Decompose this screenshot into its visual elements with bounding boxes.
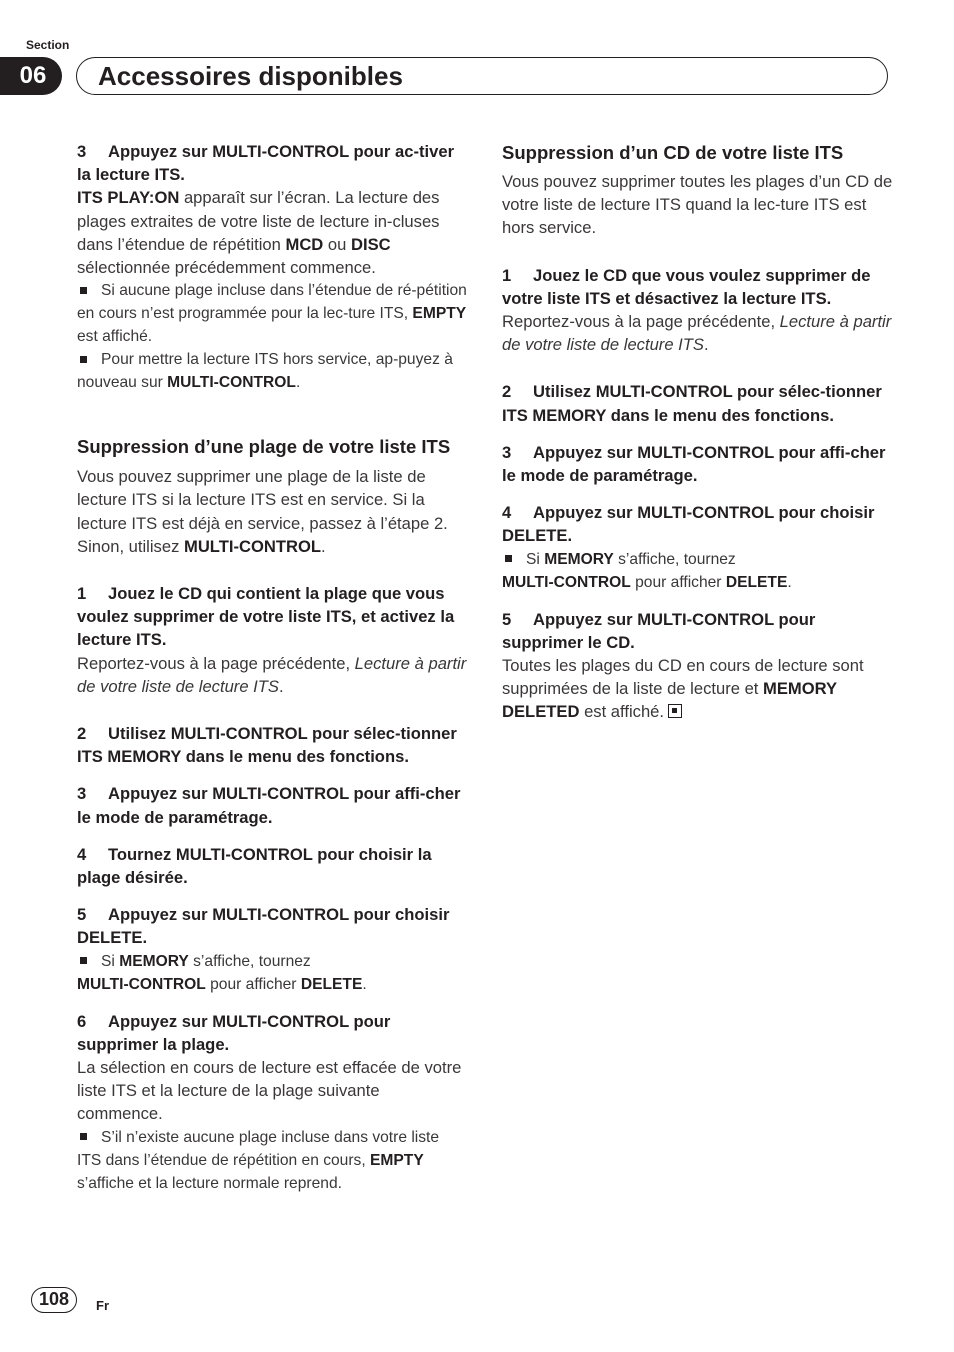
track-step-3: 3 Appuyez sur MULTI-CONTROL pour affi-cher le mode de paramétrage.: [77, 784, 461, 827]
section-number-badge: 06: [0, 57, 62, 95]
cd-step-1-body: Reportez-vous à la page précédente, Lecture à partir de votre liste de lecture ITS.: [502, 312, 892, 355]
bullet-icon: [80, 1133, 87, 1140]
heading-delete-track-body: Vous pouvez supprimer une plage de la liste de lecture ITS si la lecture ITS est en service. Si la lecture ITS est déjà en service, passez à l’étape 2. Sinon, utilisez MULTI-CONTROL.: [77, 467, 448, 556]
track-step-6-body: La sélection en cours de lecture est effacée de votre liste ITS et la lecture de la plage suivante commence.: [77, 1058, 462, 1124]
cd-step-3: 3 Appuyez sur MULTI-CONTROL pour affi-cher le mode de paramétrage.: [502, 442, 886, 486]
step-number: 3: [77, 142, 87, 161]
bullet-icon: [505, 555, 512, 562]
bullet-icon: [80, 287, 87, 294]
heading-delete-track: Suppression d’une plage de votre liste ITS: [77, 436, 451, 458]
cd-step-2: 2 Utilisez MULTI-CONTROL pour sélec-tionner ITS MEMORY dans le menu des fonctions.: [502, 382, 882, 425]
track-step-2: 2 Utilisez MULTI-CONTROL pour sélec-tionner ITS MEMORY dans le menu des fonctions.: [77, 724, 457, 767]
track-step-5: 5 Appuyez sur MULTI-CONTROL pour choisir DELETE.: [77, 905, 450, 948]
track-step-1: 1 Jouez le CD qui contient la plage que vous voulez supprimer de votre liste ITS, et activez la lecture ITS.: [77, 584, 455, 650]
step-3-body: ITS PLAY:ON apparaît sur l’écran. La lecture des plages extraites de votre liste de lecture in-cluses dans l’étendue de répétition MCD ou DISC sélectionnée précédemment commence.: [77, 188, 440, 278]
track-step-6: 6 Appuyez sur MULTI-CONTROL pour supprimer la plage.: [77, 1011, 391, 1054]
step-text: Appuyez sur MULTI-CONTROL pour ac-tiver la lecture ITS.: [77, 142, 455, 185]
cd-step-5: 5 Appuyez sur MULTI-CONTROL pour supprimer le CD.: [502, 609, 816, 652]
step-3-note-1: Si aucune plage incluse dans l’étendue de ré-pétition en cours n’est programmée pour la lec-ture ITS, EMPTY est affiché.: [77, 282, 467, 346]
end-of-section-icon: [668, 704, 682, 718]
right-column: [502, 140, 894, 724]
track-step-5-note: Si MEMORY s’affiche, tournez MULTI-CONTROL pour afficher DELETE.: [77, 952, 367, 993]
track-step-1-body: Reportez-vous à la page précédente, Lecture à partir de votre liste de lecture ITS.: [77, 653, 467, 696]
step-3-activate: [77, 140, 467, 186]
cd-step-4-note: Si MEMORY s’affiche, tournez MULTI-CONTROL pour afficher DELETE.: [502, 550, 792, 591]
cd-step-4: 4 Appuyez sur MULTI-CONTROL pour choisir DELETE.: [502, 503, 875, 546]
heading-delete-cd-body: Vous pouvez supprimer toutes les plages d’un CD de votre liste de lecture ITS quand la lec-ture ITS est hors service.: [502, 172, 893, 238]
section-title: Accessoires disponibles: [98, 61, 403, 91]
bullet-icon: [80, 356, 87, 363]
cd-step-1: 1 Jouez le CD que vous voulez supprimer de votre liste ITS et désactivez la lecture ITS.: [502, 265, 871, 308]
bullet-icon: [80, 957, 87, 964]
cd-step-5-body: Toutes les plages du CD en cours de lecture sont supprimées de la liste de lecture et MEMORY DELETED est affiché.: [502, 656, 864, 722]
page-number: 108: [31, 1287, 77, 1313]
track-step-4: 4 Tournez MULTI-CONTROL pour choisir la plage désirée.: [77, 844, 432, 888]
track-step-6-note: S’il n’existe aucune plage incluse dans votre liste ITS dans l’étendue de répétition en cours, EMPTY s’affiche et la lecture normale reprend.: [77, 1128, 440, 1192]
section-label: Section: [26, 38, 70, 52]
left-column: [77, 140, 467, 1195]
heading-delete-cd: Suppression d’un CD de votre liste ITS: [502, 142, 844, 163]
step-3-note-2: Pour mettre la lecture ITS hors service, ap-puyez à nouveau sur MULTI-CONTROL.: [77, 351, 453, 392]
language-code: Fr: [96, 1298, 109, 1313]
